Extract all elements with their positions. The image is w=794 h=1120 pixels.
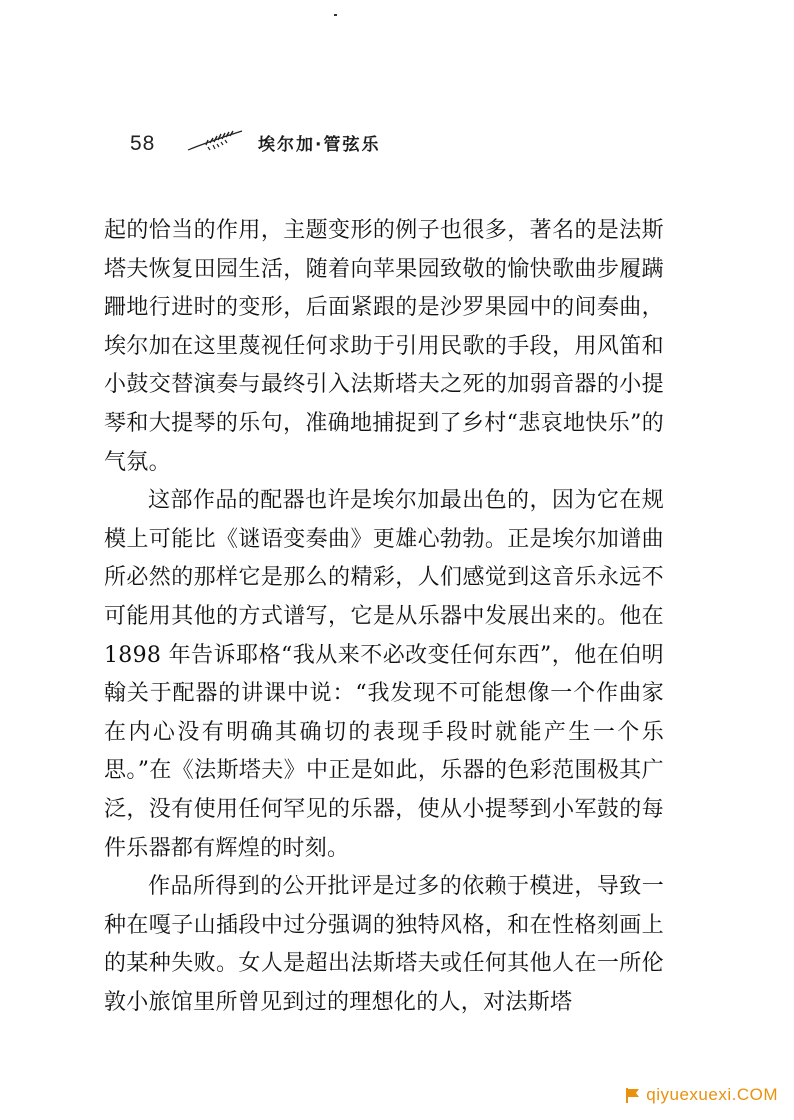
scan-speck — [334, 14, 337, 16]
page-number: 58 — [130, 132, 156, 155]
site-watermark — [624, 1082, 778, 1108]
paragraph: 起的恰当的作用，主题变形的例子也很多，著名的是法斯塔夫恢复田园生活，随着向苹果园致敬的愉快歌曲步履蹒跚地行进时的变形，后面紧跟的是沙罗果园中的间奏曲，埃尔加在这里蔑视任何求助于引用民歌的手段，用风笛和小鼓交替演奏与最终引入法斯塔夫之死的加弱音器的小提琴和大提琴的乐句，准确地捕捉到了乡村“悲哀地快乐”的气氛。 — [104, 218, 664, 475]
paragraph: 作品所得到的公开批评是过多的依赖于模进，导致一种在嘎子山插段中过分强调的独特风格，和在性格刻画上的某种失败。女人是超出法斯塔夫或任何其他人在一所伦敦小旅馆里所曾见到过的理想化的人，对法斯塔 — [104, 874, 664, 1015]
quill-feather-icon — [186, 128, 244, 154]
flag-logo-icon — [624, 1086, 642, 1104]
page-header — [130, 128, 550, 158]
running-title: 埃尔加·管弦乐 — [258, 135, 381, 155]
body-text — [104, 212, 664, 1022]
paragraph: 这部作品的配器也许是埃尔加最出色的，因为它在规模上可能比《谜语变奏曲》更雄心勃勃。正是埃尔加谱曲所必然的那样它是那么的精彩，人们感觉到这音乐永远不可能用其他的方式谱写，它是从乐器中发展出来的。他在 1898 年告诉耶格“我从来不必改变任何东西”，他在伯明翰关于配器的讲课中说：“我发现不可能想像一个作曲家在内心没有明确其确切的表现手段时就能产生一个乐思。”在《法斯塔夫》中正是如此，乐器的色彩范围极其广泛，没有使用任何罕见的乐器，使从小提琴到小军鼓的每件乐器都有辉煌的时刻。 — [104, 488, 664, 861]
watermark-text: qiyuexuexi.COM — [646, 1085, 778, 1104]
